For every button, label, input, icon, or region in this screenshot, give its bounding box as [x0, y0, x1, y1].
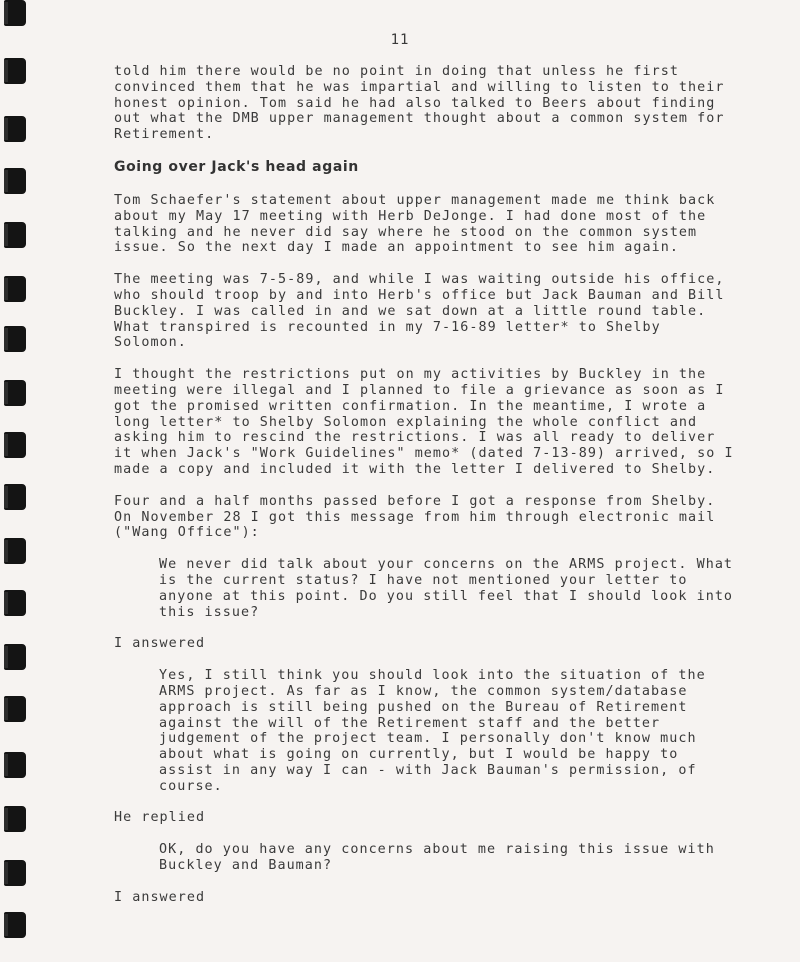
binding-hole	[4, 432, 26, 458]
binding-hole	[4, 484, 26, 510]
page-number: 11	[390, 32, 410, 48]
dialogue-label: He replied	[114, 810, 206, 826]
binding-hole	[4, 58, 26, 84]
quoted-message: Yes, I still think you should look into the situation of the ARMS project. As far as I know, the common system/database approach is still being pushed on the Bureau of Retirement against the will of the Retirement staff and the better judgement of the project team. I personally don't know much about what is going on currently, but I would be happy to assist in any way I can - with Jack Bauman's permission, of course.	[159, 668, 706, 794]
paragraph: Four and a half months passed before I got a response from Shelby. On November 28 I got this message from him through electronic mail ("Wang Office"):	[114, 493, 716, 541]
binding-hole	[4, 912, 26, 938]
binding-hole	[4, 276, 26, 302]
binding-hole	[4, 116, 26, 142]
binding-hole	[4, 326, 26, 352]
paragraph: told him there would be no point in doing that unless he first convinced them that he was impartial and willing to listen to their honest opinion. Tom said he had also talked to Beers about finding out what the DMB upper management thought about a common system for Retirement.	[114, 64, 725, 143]
binding-hole	[4, 538, 26, 564]
binding-hole	[4, 168, 26, 194]
dialogue-label: I answered	[114, 636, 206, 652]
page-body	[114, 64, 734, 922]
section-heading: Going over Jack's head again	[114, 158, 359, 175]
quoted-message: We never did talk about your concerns on the ARMS project. What is the current status? I have not mentioned your letter to anyone at this point. Do you still feel that I should look into this issue?	[159, 557, 734, 620]
binding-hole	[4, 0, 26, 26]
binding-hole	[4, 806, 26, 832]
binding-hole	[4, 696, 26, 722]
paragraph: I thought the restrictions put on my activities by Buckley in the meeting were illegal and I planned to file a grievance as soon as I got the promised written confirmation. In the meantime, I wrote a long letter* to Shelby Solomon explaining the whole conflict and asking him to rescind the restrictions. I was all ready to deliver it when Jack's "Work Guidelines" memo* (dated 7-13-89) arrived, so I made a copy and included it with the letter I delivered to Shelby.	[114, 367, 734, 477]
binding-hole	[4, 860, 26, 886]
paragraph: Tom Schaefer's statement about upper management made me think back about my May 17 meeting with Herb DeJonge. I had done most of the talking and he never did say where he stood on the common system issue. So the next day I made an appointment to see him again.	[114, 192, 716, 256]
binding-hole	[4, 380, 26, 406]
quoted-message: OK, do you have any concerns about me raising this issue with Buckley and Bauman?	[159, 842, 715, 874]
binding-hole	[4, 222, 26, 248]
binding-hole	[4, 644, 26, 670]
spiral-binding	[0, 0, 32, 962]
paragraph: The meeting was 7-5-89, and while I was waiting outside his office, who should troop by and into Herb's office but Jack Bauman and Bill Buckley. I was called in and we sat down at a little round table. What transpired is recounted in my 7-16-89 letter* to Shelby Solomon.	[114, 272, 725, 351]
binding-hole	[4, 752, 26, 778]
binding-hole	[4, 590, 26, 616]
dialogue-label: I answered	[114, 889, 206, 905]
